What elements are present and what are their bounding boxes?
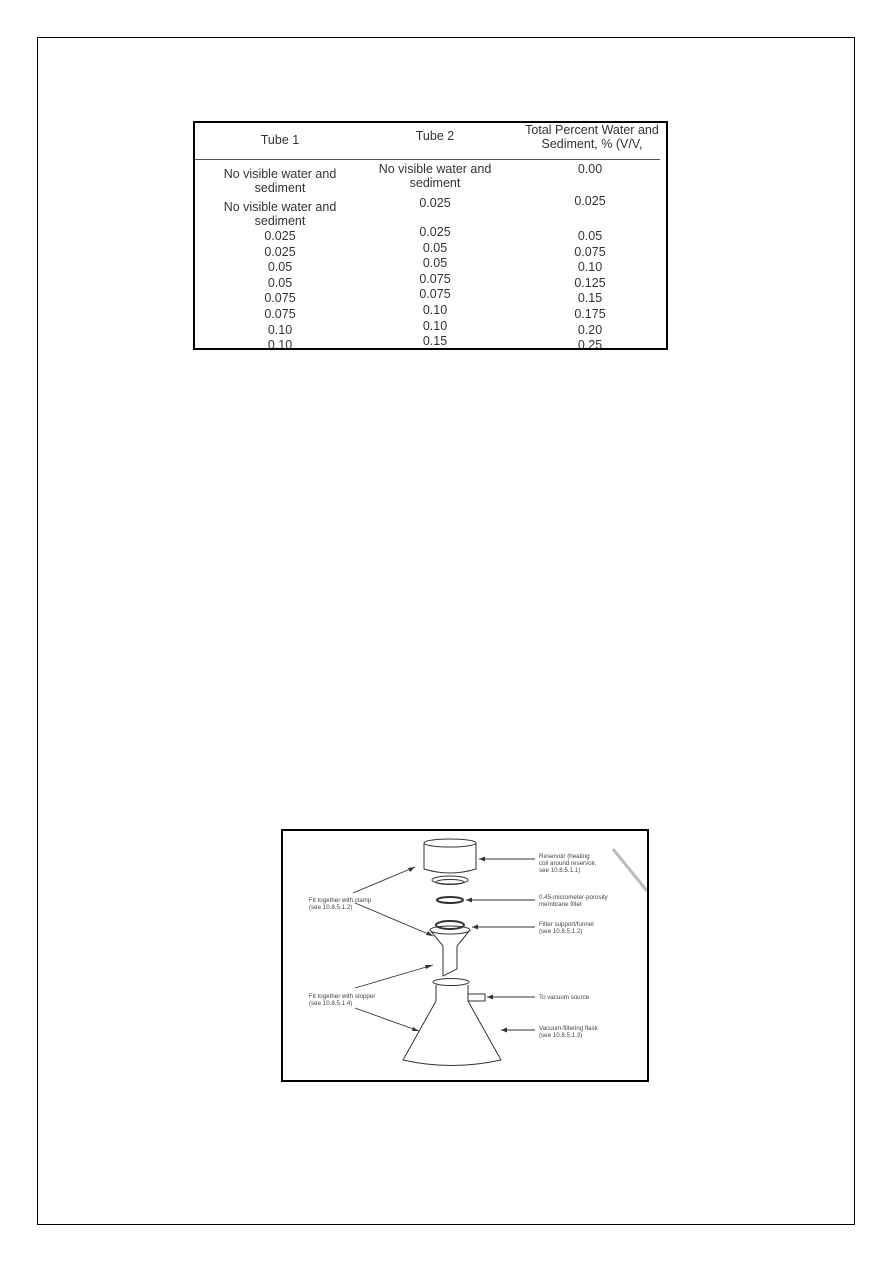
label-vacuum-source: To vacuum source [539,994,590,1001]
label-membrane: 0.45-micrometer-porosity [539,894,608,901]
filtration-apparatus-figure [281,829,649,1082]
cell-total: 0.075 [574,245,606,259]
cell-total: 0.00 [577,162,603,176]
label-reservoir: Reservoir (heating [539,853,590,860]
label-stopper: Fit together with stopper [309,993,376,1000]
cell-total: 0.175 [574,307,606,321]
cell-tube-1: 0.05 [267,276,293,290]
scan-streak [613,849,647,891]
cell-tube-2: No visible water and [378,162,492,176]
label-reservoir-2: coil around reservoir, [539,860,597,867]
label-membrane-2: membrane filter [539,901,582,908]
cell-total: 0.15 [577,291,603,305]
arrowheads [408,857,507,1033]
label-clamp-2: (see 10.8.5.1.2) [309,904,353,911]
cell-tube-2: 0.025 [419,196,451,210]
table-header [195,123,666,159]
water-sediment-table [193,121,668,350]
label-stopper-2: (see 10.8.5.1.4) [309,1000,353,1007]
header-total-line-2: Sediment, % (V/V, [541,137,643,151]
reservoir-icon [424,839,476,885]
table-header-rule [195,159,660,160]
label-filter-support: Filter support/funnel [539,921,594,928]
cell-tube-1: 0.05 [267,260,293,274]
cell-tube-2: 0.025 [419,225,451,239]
cell-total: 0.05 [577,229,603,243]
membrane-filter-icon [437,897,463,903]
cell-tube-2: 0.05 [422,241,448,255]
cell-tube-2-line-2: sediment [409,176,461,190]
cell-total: 0.20 [577,323,603,337]
cell-tube-2: 0.15 [422,334,448,348]
label-flask-2: (see 10.8.5.1.3) [539,1032,583,1039]
cell-total: 0.125 [574,276,606,290]
label-filter-support-2: (see 10.8.5.1.2) [539,928,583,935]
label-clamp: Fit together with clamp [309,897,372,904]
cell-tube-1: No visible water and [223,167,337,181]
cell-tube-1: 0.10 [267,338,293,350]
label-flask: Vacuum-filtering flask [539,1025,598,1032]
cell-tube-2: 0.075 [419,287,451,301]
cell-tube-2: 0.10 [422,319,448,333]
cell-tube-1: No visible water and [223,200,337,214]
label-reservoir-3: see 10.8.5.1.1) [539,867,581,874]
cell-tube-1: 0.075 [264,307,296,321]
header-total [507,123,668,151]
apparatus-drawing [283,831,647,1080]
cell-tube-2: 0.10 [422,303,448,317]
cell-tube-2: 0.075 [419,272,451,286]
header-total-line-1: Total Percent Water and [525,123,659,137]
cell-tube-1-line-2: sediment [254,214,306,228]
filter-funnel-icon [430,921,470,976]
cell-tube-1-line-2: sediment [254,181,306,195]
header-tube-2: Tube 2 [415,129,455,143]
cell-total: 0.25 [577,338,603,350]
cell-tube-1: 0.025 [264,229,296,243]
header-tube-1: Tube 1 [260,133,300,147]
cell-tube-1: 0.10 [267,323,293,337]
vacuum-flask-icon [403,979,501,1066]
cell-tube-1: 0.075 [264,291,296,305]
cell-tube-2: 0.05 [422,256,448,270]
cell-total: 0.10 [577,260,603,274]
cell-tube-1: 0.025 [264,245,296,259]
cell-total: 0.025 [574,194,606,208]
